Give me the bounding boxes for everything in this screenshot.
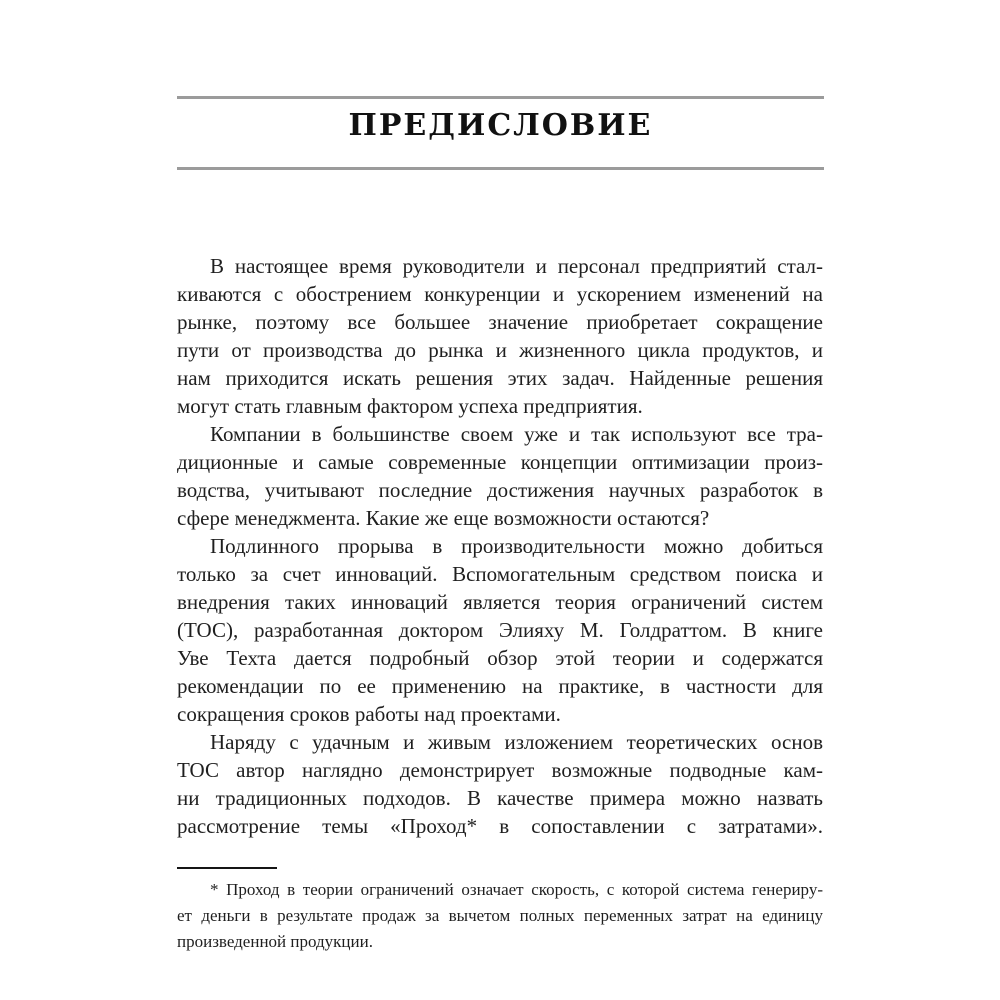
- text-line: нам приходится искать решения этих задач. Найденные решения: [177, 366, 823, 390]
- text-line: могут стать главным фактором успеха предприятия.: [177, 394, 643, 418]
- text-line: рассмотрение темы «Проход* в сопоставлении с затратами».: [177, 814, 823, 838]
- footnote-text: [177, 877, 823, 955]
- paragraph: [177, 877, 823, 955]
- text-line: В настоящее время руководители и персонал предприятий стал-: [210, 254, 823, 278]
- text-line: * Проход в теории ограничений означает скорость, с которой система генериру-: [210, 880, 823, 899]
- text-line: рынке, поэтому все большее значение приобретает сокращение: [177, 310, 823, 334]
- text-line: диционные и самые современные концепции оптимизации произ-: [177, 450, 823, 474]
- text-line: внедрения таких инноваций является теория ограничений систем: [177, 590, 823, 614]
- footnote-separator: [177, 867, 277, 869]
- text-line: произведенной продукции.: [177, 932, 373, 951]
- title-top-rule: [177, 96, 824, 99]
- text-line: киваются с обострением конкуренции и ускорением изменений на: [177, 282, 823, 306]
- chapter-title: ПРЕДИСЛОВИЕ: [348, 108, 653, 143]
- text-line: рекомендации по ее применению на практике, в частности для: [177, 674, 823, 698]
- paragraph: [177, 728, 823, 840]
- paragraph: [177, 252, 823, 420]
- paragraph: [177, 420, 823, 532]
- text-line: ет деньги в результате продаж за вычетом полных переменных затрат на единицу: [177, 906, 823, 925]
- text-line: ТОС автор наглядно демонстрирует возможные подводные кам-: [177, 758, 823, 782]
- body-text: [177, 252, 823, 840]
- paragraph: [177, 532, 823, 728]
- text-line: водства, учитывают последние достижения научных разработок в: [177, 478, 823, 502]
- text-line: Уве Техта дается подробный обзор этой теории и содержатся: [177, 646, 823, 670]
- text-line: пути от производства до рынка и жизненного цикла продуктов, и: [177, 338, 823, 362]
- text-line: Компании в большинстве своем уже и так используют все тра-: [210, 422, 823, 446]
- text-line: только за счет инноваций. Вспомогательным средством поиска и: [177, 562, 823, 586]
- text-line: ни традиционных подходов. В качестве примера можно назвать: [177, 786, 823, 810]
- text-line: сокращения сроков работы над проектами.: [177, 702, 561, 726]
- text-line: сфере менеджмента. Какие же еще возможности остаются?: [177, 506, 710, 530]
- title-bottom-rule: [177, 167, 824, 170]
- text-line: Подлинного прорыва в производительности можно добиться: [210, 534, 823, 558]
- text-line: (ТОС), разработанная доктором Элияху М. Голдраттом. В книге: [177, 618, 823, 642]
- text-line: Наряду с удачным и живым изложением теоретических основ: [210, 730, 823, 754]
